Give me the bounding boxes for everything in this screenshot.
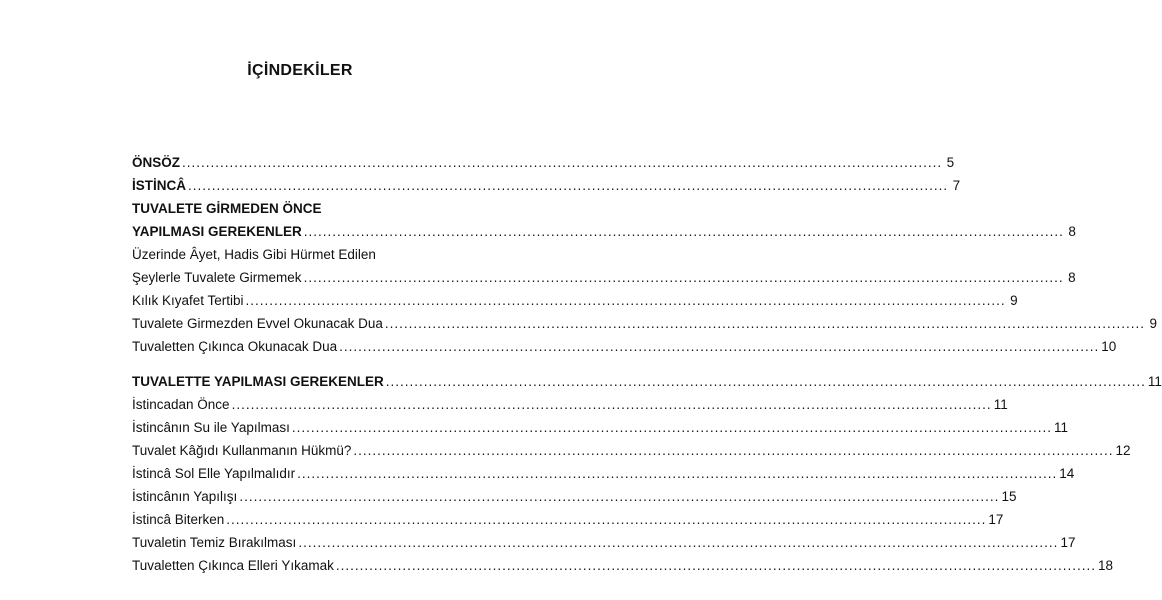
toc-entry-label: Tuvalete Girmezden Evvel Okunacak Dua	[132, 316, 383, 331]
toc-page-number: 11	[1053, 420, 1068, 435]
toc-page-number: 9	[1010, 293, 1018, 308]
toc-entry	[132, 263, 1076, 286]
leader-dots: ................................................................................................................................................................	[188, 178, 949, 193]
toc-entry	[132, 148, 955, 171]
leader-dots: ................................................................................................................................................................	[245, 293, 1006, 308]
leader-dots: ................................................................................................................................................................	[303, 270, 1064, 285]
toc-entry	[132, 528, 1076, 551]
toc-entry-label: Tuvaletten Çıkınca Elleri Yıkamak	[132, 558, 334, 573]
leader-dots: ................................................................................................................................................................	[384, 316, 1145, 331]
toc-entry	[132, 390, 1008, 413]
toc-entry-label: İstincâ Biterken	[132, 512, 225, 527]
leader-dots: ................................................................................................................................................................	[291, 420, 1052, 435]
toc-page-number: 18	[1097, 558, 1113, 573]
toc-entry-label: İSTİNCÂ	[132, 178, 186, 193]
toc-entry	[132, 171, 961, 194]
leader-dots: ................................................................................................................................................................	[303, 224, 1064, 239]
toc-entry-label: İstincâ Sol Elle Yapılmalıdır	[132, 466, 296, 481]
toc-page-number: 7	[952, 178, 961, 193]
toc-entry	[132, 217, 1076, 240]
toc-entry-label: İstincânın Yapılışı	[132, 489, 238, 504]
leader-dots: ................................................................................................................................................................	[231, 397, 992, 412]
leader-dots: ................................................................................................................................................................	[339, 339, 1100, 354]
table-of-contents	[132, 148, 1162, 574]
toc-page-number: 15	[1001, 489, 1017, 504]
leader-dots: ................................................................................................................................................................	[385, 374, 1146, 389]
toc-entry	[132, 367, 1162, 390]
toc-entry	[132, 332, 1117, 355]
leader-dots: ................................................................................................................................................................	[335, 558, 1096, 573]
toc-entry	[132, 240, 468, 263]
toc-entry	[132, 286, 1018, 309]
leader-dots: ................................................................................................................................................................	[182, 155, 943, 170]
toc-entry-label: Tuvaletten Çıkınca Okunacak Dua	[132, 339, 338, 354]
leader-dots: ................................................................................................................................................................	[297, 466, 1058, 481]
leader-dots: ................................................................................................................................................................	[239, 489, 1000, 504]
toc-entry-label: Şeylerle Tuvalete Girmemek	[132, 270, 302, 285]
toc-page-number: 10	[1101, 339, 1117, 354]
toc-entry-label: Tuvalet Kâğıdı Kullanmanın Hükmü?	[132, 443, 352, 458]
toc-entry	[132, 551, 1113, 574]
toc-entry	[132, 505, 1004, 528]
toc-page-number: 8	[1068, 224, 1076, 239]
toc-page-number: 11	[1147, 374, 1162, 389]
toc-entry-label: İstincadan Önce	[132, 397, 230, 412]
toc-entry-label: İstincânın Su ile Yapılması	[132, 420, 290, 435]
toc-entry	[132, 482, 1017, 505]
toc-page-number: 14	[1059, 466, 1075, 481]
toc-entry-label: TUVALETE GİRMEDEN ÖNCE	[132, 201, 322, 216]
toc-entry-label: TUVALETTE YAPILMASI GEREKENLER	[132, 374, 384, 389]
toc-entry	[132, 459, 1075, 482]
toc-page-number: 11	[993, 397, 1008, 412]
toc-entry-label: Tuvaletin Temiz Bırakılması	[132, 535, 297, 550]
leader-dots: ................................................................................................................................................................	[298, 535, 1059, 550]
toc-entry-label: ÖNSÖZ	[132, 155, 181, 170]
toc-page-number: 17	[988, 512, 1004, 527]
toc-page-number: 9	[1149, 316, 1157, 331]
leader-dots: ................................................................................................................................................................	[353, 443, 1114, 458]
toc-entry	[132, 194, 468, 217]
toc-entry	[132, 436, 1131, 459]
leader-dots: ................................................................................................................................................................	[226, 512, 987, 527]
toc-page-number: 5	[946, 155, 955, 170]
toc-entry-label: YAPILMASI GEREKENLER	[132, 224, 302, 239]
toc-entry-label: Kılık Kıyafet Tertibi	[132, 293, 244, 308]
toc-entry-label: Üzerinde Âyet, Hadis Gibi Hürmet Edilen	[132, 247, 376, 262]
page-title: İÇİNDEKİLER	[247, 62, 353, 79]
toc-page-number: 17	[1060, 535, 1076, 550]
toc-entry	[132, 413, 1068, 436]
toc-page-number: 8	[1068, 270, 1076, 285]
toc-entry	[132, 309, 1157, 332]
toc-page-number: 12	[1115, 443, 1131, 458]
